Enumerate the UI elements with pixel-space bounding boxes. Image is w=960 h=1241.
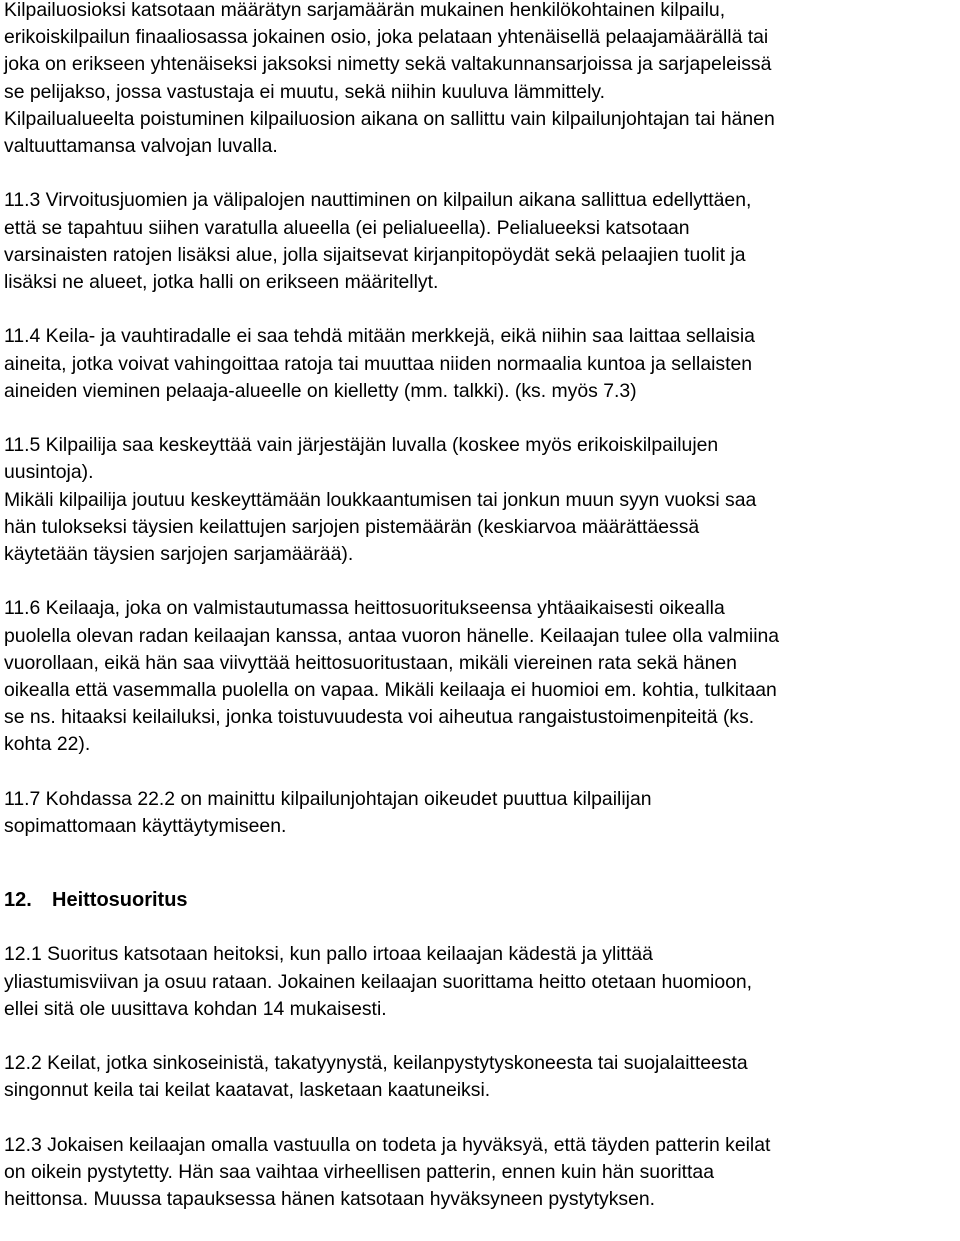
text-line: varsinaisten ratojen lisäksi alue, jolla sijaitsevat kirjanpitopöydät sekä pelaajien tuolit ja bbox=[4, 243, 746, 266]
text-line: ellei sitä ole uusittava kohdan 14 mukaisesti. bbox=[4, 997, 387, 1020]
text-line: 12.3 Jokaisen keilaajan omalla vastuulla on todeta ja hyväksyä, että täyden patterin keilat bbox=[4, 1133, 771, 1156]
rules-section-11 bbox=[4, 0, 956, 840]
paragraph bbox=[4, 1132, 956, 1214]
text-line: Kilpailualueelta poistuminen kilpailuosion aikana on sallittu vain kilpailunjohtajan tai hänen bbox=[4, 107, 775, 130]
text-line: 11.5 Kilpailija saa keskeyttää vain järjestäjän luvalla (koskee myös erikoiskilpailujen bbox=[4, 434, 719, 457]
document-page bbox=[4, 0, 956, 1241]
paragraph bbox=[4, 187, 956, 296]
text-line: käytetään täysien sarjojen sarjamäärää). bbox=[4, 543, 354, 566]
text-line: 12.1 Suoritus katsotaan heitoksi, kun pallo irtoaa keilaajan kädestä ja ylittää bbox=[4, 943, 653, 966]
paragraph bbox=[4, 432, 956, 568]
section-title: Heittosuoritus bbox=[52, 889, 188, 912]
text-line: puolella olevan radan keilaajan kanssa, antaa vuoron hänelle. Keilaajan tulee olla valmiina bbox=[4, 624, 780, 647]
text-line: yliastumisviivan ja osuu rataan. Jokainen keilaajan suorittama heitto otetaan huomioon, bbox=[4, 970, 753, 993]
text-line: on oikein pystytetty. Hän saa vaihtaa virheellisen patterin, ennen kuin hän suorittaa bbox=[4, 1161, 714, 1184]
text-line: joka on erikseen yhtenäiseksi jaksoksi nimetty sekä valtakunnansarjoissa ja sarjapeleissä bbox=[4, 53, 772, 76]
text-line: Kilpailuosioksi katsotaan määrätyn sarjamäärän mukainen henkilökohtainen kilpailu, bbox=[4, 0, 726, 21]
section-number: 12. bbox=[4, 889, 32, 912]
text-line: Mikäli kilpailija joutuu keskeyttämään loukkaantumisen tai jonkun muun syyn vuoksi saa bbox=[4, 488, 757, 511]
text-line: lisäksi ne alueet, jotka halli on erikseen määritellyt. bbox=[4, 271, 439, 294]
text-line: 11.4 Keila- ja vauhtiradalle ei saa tehdä mitään merkkejä, eikä niihin saa laittaa sellaisia bbox=[4, 325, 755, 348]
text-line: 11.3 Virvoitusjuomien ja välipalojen nauttiminen on kilpailun aikana sallittua edellyttäen, bbox=[4, 189, 752, 212]
paragraph bbox=[4, 1050, 956, 1104]
paragraph bbox=[4, 786, 956, 840]
text-line: heittonsa. Muussa tapauksessa hänen katsotaan hyväksyneen pystytyksen. bbox=[4, 1188, 656, 1211]
text-line: aineita, jotka voivat vahingoittaa ratoja tai muuttaa niiden normaalia kuntoa ja sellaisten bbox=[4, 352, 753, 375]
paragraph bbox=[4, 941, 956, 1023]
text-line: aineiden vieminen pelaaja-alueelle on kielletty (mm. talkki). (ks. myös 7.3) bbox=[4, 379, 637, 402]
text-line: vuorollaan, eikä hän saa viivyttää heittosuoritustaan, mikäli viereinen rata sekä hänen bbox=[4, 651, 737, 674]
paragraph bbox=[4, 595, 956, 758]
paragraph bbox=[4, 323, 956, 405]
text-line: hän tulokseksi täysien keilattujen sarjojen pistemäärän (keskiarvoa määrättäessä bbox=[4, 515, 700, 538]
text-line: että se tapahtuu siihen varatulla alueella (ei pelialueella). Pelialueeksi katsotaan bbox=[4, 216, 690, 239]
rules-section-12 bbox=[4, 941, 956, 1213]
text-line: oikealla että vasemmalla puolella on vapaa. Mikäli keilaaja ei huomioi em. kohtia, tulkitaan bbox=[4, 679, 777, 702]
text-line: se ns. hitaaksi keilailuksi, jonka toistuvuudesta voi aiheutua rangaistustoimenpiteitä (ks. bbox=[4, 706, 755, 729]
paragraph bbox=[4, 0, 956, 160]
text-line: se pelijakso, jossa vastustaja ei muutu, sekä niihin kuuluva lämmittely. bbox=[4, 80, 606, 103]
text-line: valtuuttamansa valvojan luvalla. bbox=[4, 135, 278, 158]
text-line: sopimattomaan käyttäytymiseen. bbox=[4, 815, 287, 838]
text-line: 11.6 Keilaaja, joka on valmistautumassa heittosuoritukseensa yhtäaikaisesti oikealla bbox=[4, 597, 725, 620]
text-line: singonnut keila tai keilat kaatavat, lasketaan kaatuneiksi. bbox=[4, 1079, 491, 1102]
text-line: kohta 22). bbox=[4, 733, 91, 756]
text-line: uusintoja). bbox=[4, 461, 94, 484]
section-heading bbox=[4, 887, 956, 914]
text-line: erikoiskilpailun finaaliosassa jokainen osio, joka pelataan yhtenäisellä pelaajamäärällä tai bbox=[4, 26, 769, 49]
text-line: 12.2 Keilat, jotka sinkoseinistä, takatyynystä, keilanpystytyskoneesta tai suojalaitteesta bbox=[4, 1052, 748, 1075]
text-line: 11.7 Kohdassa 22.2 on mainittu kilpailunjohtajan oikeudet puuttua kilpailijan bbox=[4, 787, 652, 810]
